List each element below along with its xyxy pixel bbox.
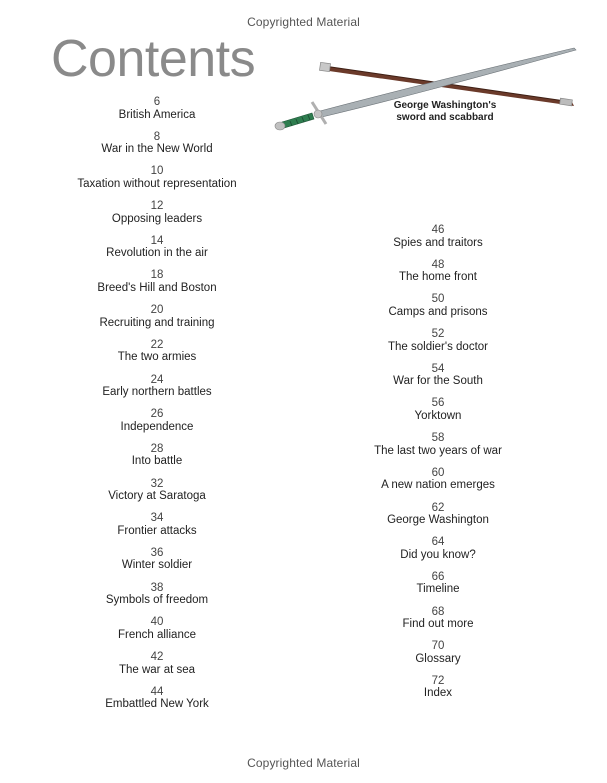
toc-entry-title: Into battle	[131, 455, 183, 468]
toc-entry-title: The two armies	[117, 351, 197, 364]
toc-entry	[318, 675, 558, 710]
toc-page-number: 52	[431, 328, 445, 341]
toc-entry	[37, 235, 277, 270]
toc-entry	[318, 328, 558, 363]
toc-entry-title: Symbols of freedom	[105, 594, 209, 607]
toc-entry	[318, 363, 558, 398]
toc-entry-title: Camps and prisons	[388, 305, 488, 318]
toc-entry	[37, 616, 277, 651]
toc-page-number: 36	[150, 546, 164, 559]
toc-entry	[37, 96, 277, 131]
toc-entry	[37, 686, 277, 721]
page-title: Contents	[51, 30, 256, 88]
toc-entry	[37, 269, 277, 304]
toc-entry	[318, 536, 558, 571]
toc-entry-title: The home front	[399, 271, 477, 284]
toc-entry	[37, 200, 277, 235]
toc-entry	[318, 432, 558, 467]
toc-entry	[318, 397, 558, 432]
toc-entry-title: The soldier's doctor	[388, 340, 488, 353]
toc-entry	[318, 640, 558, 675]
toc-entry-title: British America	[118, 108, 196, 121]
toc-entry	[37, 374, 277, 409]
toc-entry-title: Taxation without representation	[77, 177, 237, 190]
toc-entry	[37, 408, 277, 443]
toc-page-number: 62	[431, 501, 445, 514]
toc-entry-title: Winter soldier	[121, 559, 193, 572]
toc-page-number: 20	[150, 304, 164, 317]
toc-page-number: 6	[153, 96, 161, 108]
toc-entry-title: Index	[423, 687, 453, 700]
toc-entry-title: Independence	[120, 420, 194, 433]
toc-page-number: 72	[431, 674, 445, 687]
toc-entry-title: Frontier attacks	[117, 524, 197, 537]
toc-entry	[318, 259, 558, 294]
image-caption: George Washington's sword and scabbard	[393, 100, 497, 123]
copyright-header: Copyrighted Material	[247, 15, 360, 29]
toc-entry-title: Timeline	[416, 583, 460, 596]
toc-page-number: 22	[150, 338, 164, 351]
toc-page-number: 38	[150, 581, 164, 594]
toc-entry-title: French alliance	[118, 628, 196, 641]
toc-page-number: 18	[150, 269, 164, 282]
toc-right-column	[318, 224, 558, 710]
toc-entry	[318, 293, 558, 328]
toc-entry	[37, 547, 277, 582]
toc-entry	[318, 224, 558, 259]
toc-entry	[37, 131, 277, 166]
toc-page-number: 68	[431, 605, 445, 618]
toc-entry	[37, 304, 277, 339]
toc-entry-title: Spies and traitors	[393, 236, 483, 249]
toc-page-number: 54	[431, 362, 445, 375]
toc-entry-title: Breed's Hill and Boston	[97, 281, 217, 294]
toc-page-number: 56	[431, 397, 445, 410]
toc-left-column	[37, 96, 277, 720]
toc-page-number: 60	[431, 466, 445, 479]
toc-entry	[318, 571, 558, 606]
toc-page-number: 26	[150, 408, 164, 421]
toc-entry	[37, 443, 277, 478]
toc-entry	[37, 651, 277, 686]
toc-entry	[37, 512, 277, 547]
toc-page-number: 28	[150, 442, 164, 455]
copyright-footer: Copyrighted Material	[247, 756, 360, 770]
toc-entry-title: The last two years of war	[374, 444, 502, 457]
toc-entry-title: Embattled New York	[105, 698, 209, 711]
toc-entry-title: War in the New World	[101, 143, 213, 156]
toc-entry-title: Did you know?	[400, 548, 476, 561]
toc-page-number: 14	[150, 234, 164, 247]
toc-entry-title: Glossary	[415, 652, 461, 665]
toc-page-number: 58	[431, 432, 445, 445]
toc-entry	[318, 467, 558, 502]
toc-entry-title: Find out more	[402, 618, 474, 631]
toc-entry-title: Revolution in the air	[106, 247, 208, 260]
toc-entry-title: The war at sea	[118, 663, 196, 676]
toc-entry-title: Opposing leaders	[111, 212, 203, 225]
toc-entry-title: Yorktown	[414, 409, 462, 422]
toc-entry	[37, 339, 277, 374]
toc-entry-title: George Washington	[387, 514, 489, 526]
toc-page-number: 66	[431, 570, 445, 583]
toc-page-number: 46	[431, 224, 445, 236]
toc-page-number: 50	[431, 293, 445, 306]
toc-page-number: 48	[431, 258, 445, 271]
toc-page-number: 32	[150, 477, 164, 490]
toc-page-number: 12	[150, 200, 164, 213]
toc-entry	[37, 165, 277, 200]
toc-entry-title: Early northern battles	[102, 386, 212, 398]
toc-entry	[318, 606, 558, 641]
toc-page-number: 8	[153, 130, 161, 143]
toc-entry-title: Victory at Saratoga	[108, 490, 206, 503]
toc-page-number: 10	[150, 165, 164, 178]
toc-entry	[37, 478, 277, 513]
toc-page-number: 34	[150, 512, 164, 525]
toc-page-number: 64	[431, 536, 445, 549]
toc-page-number: 24	[150, 373, 164, 386]
toc-entry-title: War for the South	[393, 375, 483, 388]
toc-entry-title: A new nation emerges	[381, 479, 495, 492]
toc-entry	[318, 502, 558, 537]
toc-page-number: 70	[431, 640, 445, 653]
toc-page-number: 40	[150, 616, 164, 629]
toc-page-number: 42	[150, 651, 164, 663]
toc-entry	[37, 582, 277, 617]
toc-page-number: 44	[150, 685, 164, 698]
toc-entry-title: Recruiting and training	[99, 316, 215, 329]
